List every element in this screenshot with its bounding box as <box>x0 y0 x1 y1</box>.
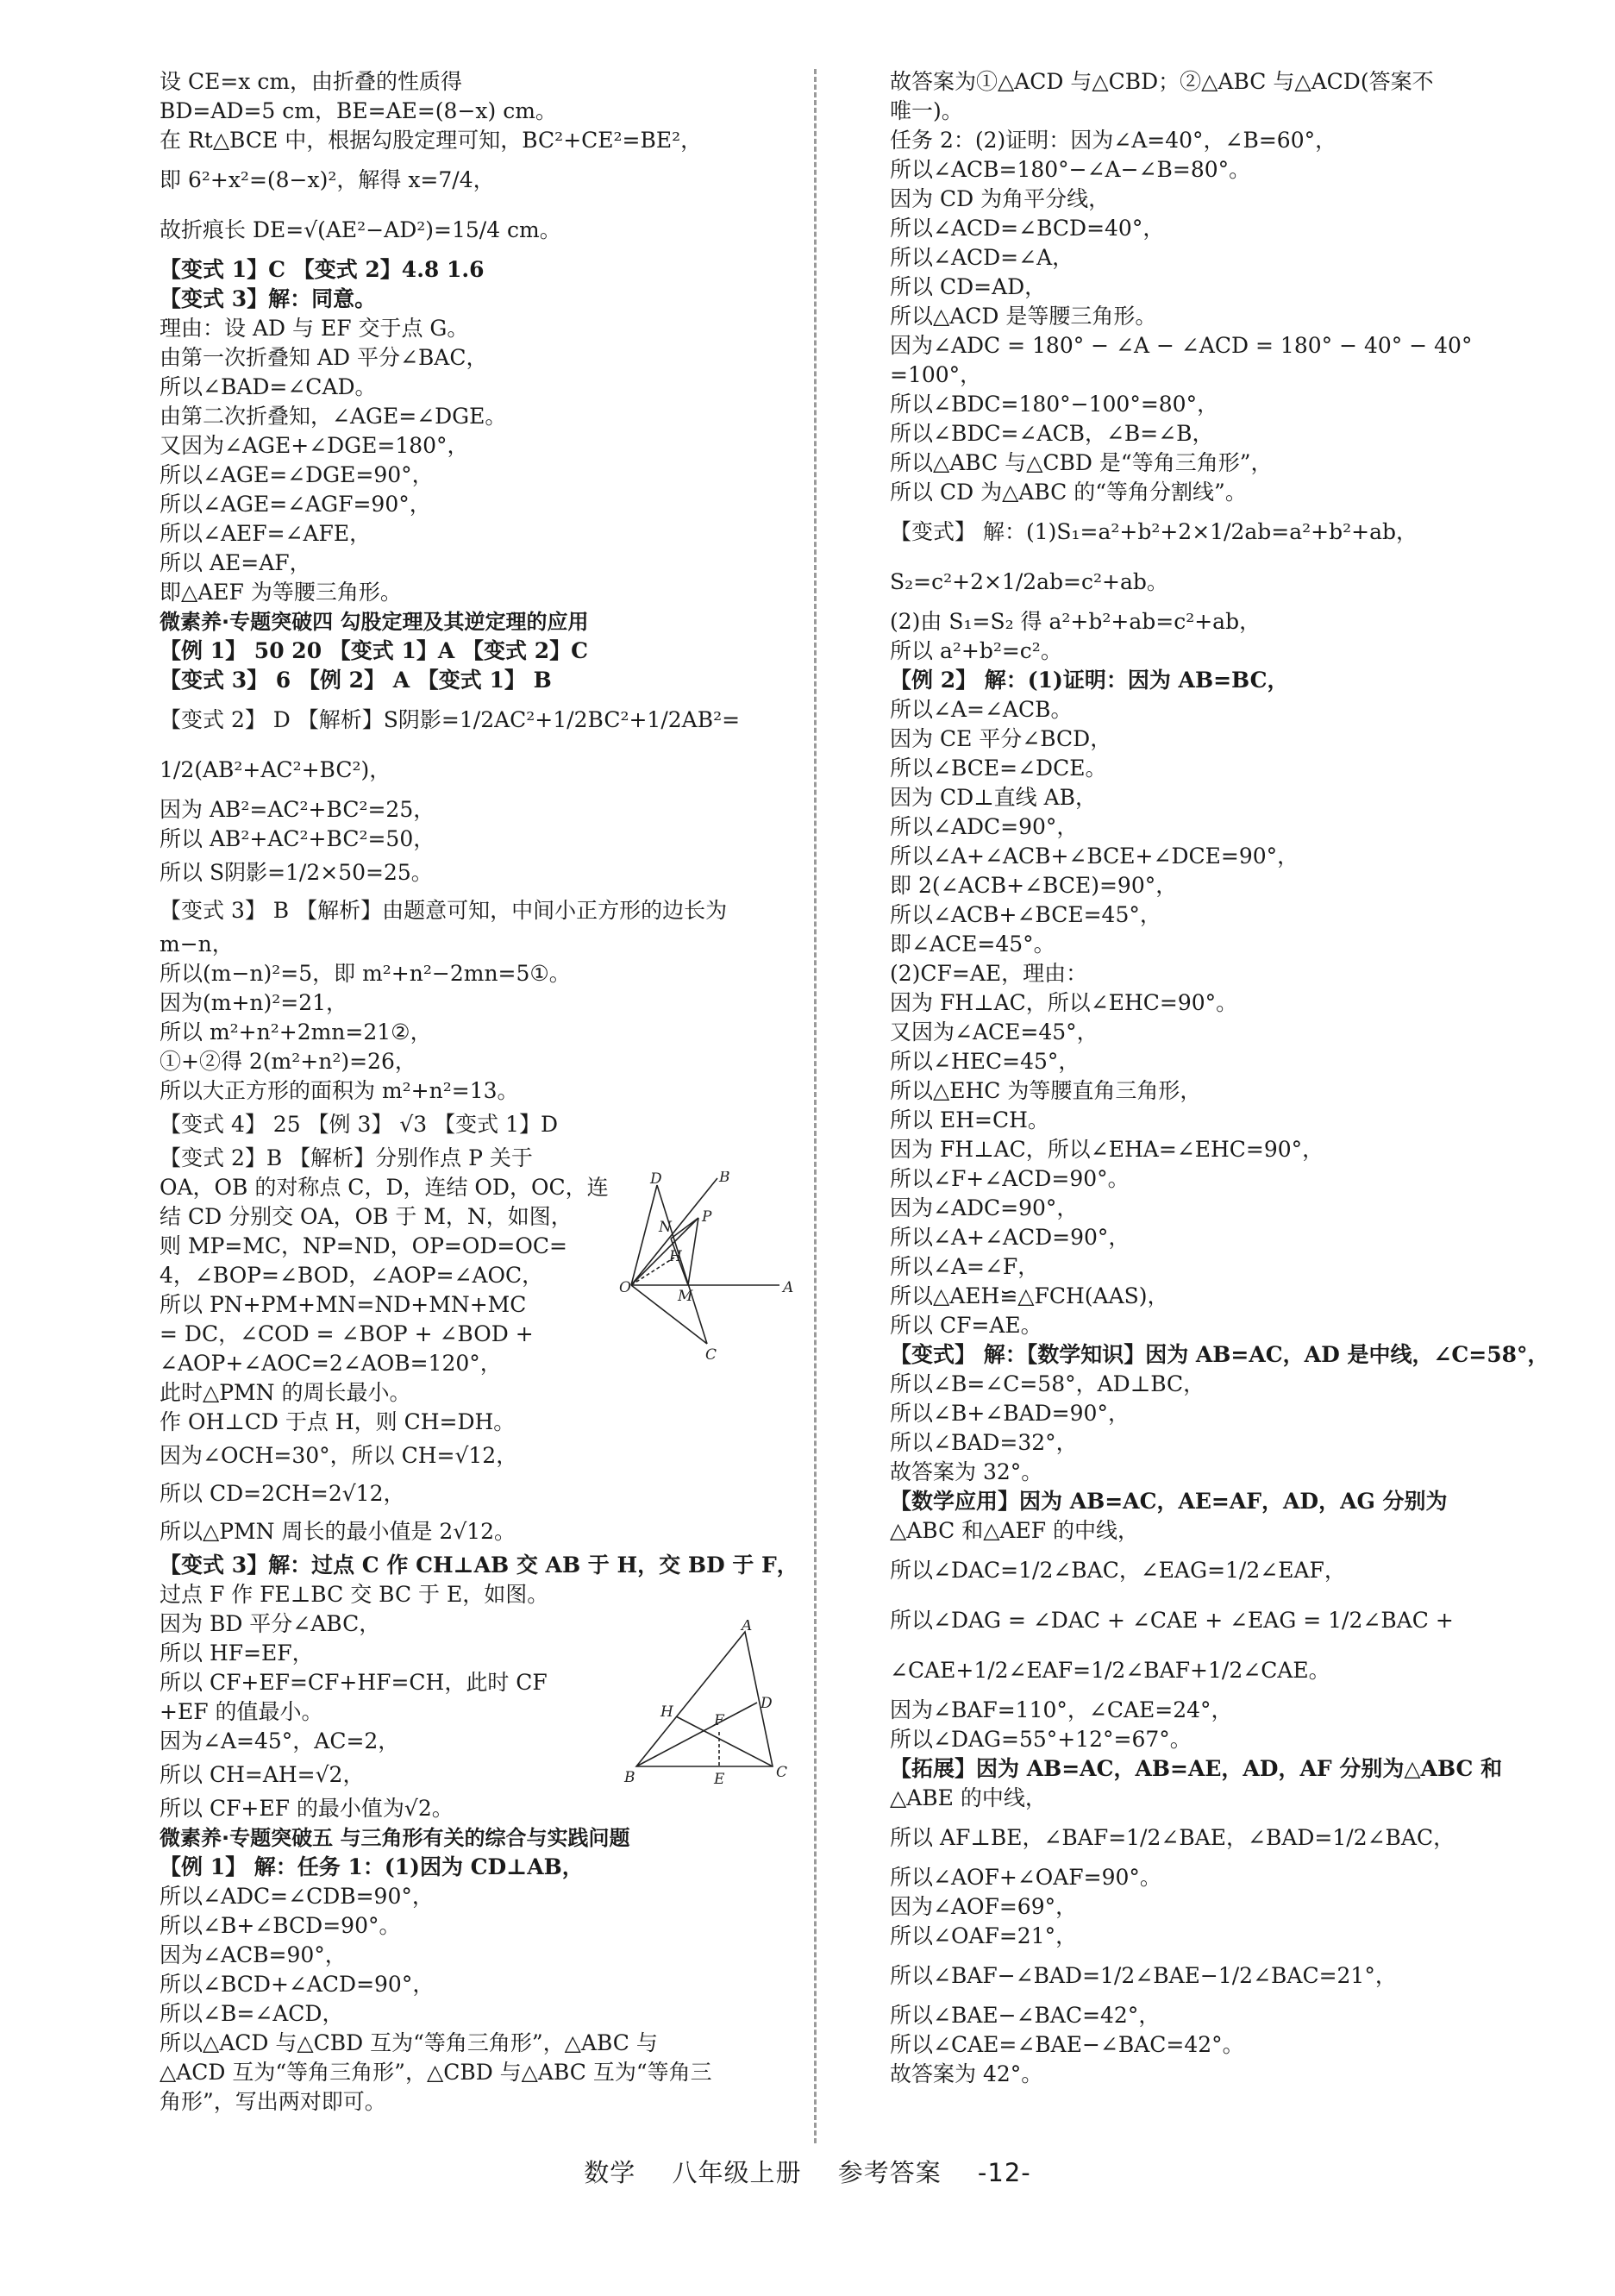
text-line: 所以∠BAD=32°， <box>890 1430 1078 1455</box>
text-line: 又因为∠AGE+∠DGE=180°， <box>160 433 469 458</box>
text-line: 所以 a²+b²=c²。 <box>890 638 1062 663</box>
fig2-label-e: E <box>714 1771 725 1788</box>
text-line: 因为∠BAF=110°，∠CAE=24°， <box>890 1697 1233 1722</box>
text-line: 所以∠ADC=∠CDB=90°， <box>160 1884 434 1909</box>
text-line: 所以 AF⊥BE，∠BAF=1/2∠BAE，∠BAD=1/2∠BAC， <box>890 1825 1455 1850</box>
text-line: 所以∠B+∠BCD=90°。 <box>160 1913 401 1938</box>
text-line: 所以∠AOF+∠OAF=90°。 <box>890 1865 1161 1890</box>
text-line: 【变式 1】C 【变式 2】4.8 1.6 <box>160 257 485 282</box>
fig2-label-h: H <box>660 1703 673 1721</box>
text-line: 所以∠ACD=∠BCD=40°， <box>890 216 1165 241</box>
text-line: S₂=c²+2×1/2ab=c²+ab。 <box>890 569 1168 594</box>
text-line: 【例 1】 解：任务 1：(1)因为 CD⊥AB， <box>160 1854 584 1879</box>
text-line: 所以∠BAF−∠BAD=1/2∠BAE−1/2∠BAC=21°， <box>890 1963 1397 1988</box>
text-line: 所以∠ADC=90°， <box>890 814 1079 839</box>
text-line: 即 6²+x²=(8−x)²，解得 x=7/4， <box>160 167 495 192</box>
text-line: 所以∠BCD+∠ACD=90°， <box>160 1972 435 1997</box>
text-line: 因为∠A=45°，AC=2， <box>160 1728 400 1753</box>
text-line: 所以△AEH≌△FCH(AAS)， <box>890 1283 1169 1308</box>
text-line: 所以∠BDC=∠ACB，∠B=∠B， <box>890 421 1214 446</box>
text-line: 因为∠OCH=30°，所以 CH=√12， <box>160 1443 518 1468</box>
text-line: 所以∠A+∠ACB+∠BCE+∠DCE=90°， <box>890 844 1299 869</box>
text-line: 所以∠BAE−∠BAC=42°， <box>890 2003 1161 2028</box>
text-line: BD=AD=5 cm，BE=AE=(8−x) cm。 <box>160 98 557 123</box>
text-line: 由第一次折叠知 AD 平分∠BAC， <box>160 345 488 370</box>
text-line: 所以 S阴影=1/2×50=25。 <box>160 860 433 885</box>
footer-page-number: -12- <box>977 2158 1031 2187</box>
text-line: 所以 AE=AF， <box>160 550 311 575</box>
footer-section: 参考答案 <box>837 2158 942 2187</box>
text-line: 因为 FH⊥AC，所以∠EHA=∠EHC=90°， <box>890 1137 1324 1162</box>
text-line: 所以 CD 为△ABC 的“等角分割线”。 <box>890 480 1247 505</box>
text-line: 所以∠ACD=∠A， <box>890 245 1074 270</box>
text-line: 所以∠HEC=45°， <box>890 1049 1080 1074</box>
text-line: 1/2(AB²+AC²+BC²)， <box>160 757 391 782</box>
text-line: 所以∠A=∠ACB。 <box>890 697 1073 722</box>
text-line: 因为 CD 为角平分线， <box>890 186 1111 211</box>
text-line: 即△AEF 为等腰三角形。 <box>160 580 402 605</box>
text-line: 所以∠A=∠F， <box>890 1254 1040 1279</box>
text-line: 因为∠ADC=90°， <box>890 1195 1079 1220</box>
text-line: 理由：设 AD 与 EF 交于点 G。 <box>160 316 469 341</box>
fig1-label-p: P <box>702 1208 712 1226</box>
text-line: 【变式】 解：(1)S₁=a²+b²+2×1/2ab=a²+b²+ab， <box>890 519 1418 544</box>
text-line: 4，∠BOP=∠BOD，∠AOP=∠AOC， <box>160 1263 544 1288</box>
fig2-label-a: A <box>742 1620 753 1634</box>
text-line: 过点 F 作 FE⊥BC 交 BC 于 E，如图。 <box>160 1582 549 1607</box>
text-line: 所以 CF+EF=CF+HF=CH，此时 CF <box>160 1670 548 1695</box>
text-line: △ABC 和△AEF 的中线， <box>890 1518 1140 1543</box>
text-line: 在 Rt△BCE 中，根据勾股定理可知，BC²+CE²=BE²， <box>160 128 703 153</box>
text-line: 所以 AB²+AC²+BC²=50， <box>160 826 435 851</box>
text-line: 所以∠A+∠ACD=90°， <box>890 1225 1130 1250</box>
left-column <box>160 67 798 2117</box>
text-line: 所以∠ACB=180°−∠A−∠B=80°。 <box>890 157 1251 182</box>
fig1-label-h: H <box>669 1248 682 1265</box>
text-line: 【拓展】因为 AB=AC，AB=AE，AD，AF 分别为△ABC 和 <box>890 1756 1503 1781</box>
fig2-label-d: D <box>761 1695 773 1712</box>
text-line: 因为 CE 平分∠BCD， <box>890 726 1112 751</box>
text-line: 所以∠B+∠BAD=90°， <box>890 1401 1130 1426</box>
text-line: 所以△PMN 周长的最小值是 2√12。 <box>160 1519 516 1544</box>
text-line: +EF 的值最小。 <box>160 1699 323 1724</box>
text-line: 结 CD 分别交 OA，OB 于 M，N，如图， <box>160 1204 573 1229</box>
fig1-label-c: C <box>705 1346 717 1364</box>
fig1-label-m: M <box>678 1288 693 1305</box>
text-line: 所以 CH=AH=√2， <box>160 1762 365 1787</box>
text-line: 所以∠ACB+∠BCE=45°， <box>890 902 1161 927</box>
text-line: 所以∠AGE=∠AGF=90°， <box>160 492 431 517</box>
text-line: =100°， <box>890 362 982 387</box>
text-line: (2)CF=AE，理由： <box>890 961 1088 986</box>
text-line: 任务 2：(2)证明：因为∠A=40°，∠B=60°， <box>890 128 1337 153</box>
fig1-label-o: O <box>619 1279 631 1296</box>
text-line: 又因为∠ACE=45°， <box>890 1019 1099 1044</box>
text-line: 所以∠BDC=180°−100°=80°， <box>890 392 1219 417</box>
text-line: 所以 CF=AE。 <box>890 1313 1042 1338</box>
text-line: 所以∠DAC=1/2∠BAC，∠EAG=1/2∠EAF， <box>890 1558 1346 1583</box>
text-line: 所以∠F+∠ACD=90°。 <box>890 1166 1130 1191</box>
text-line: 所以∠DAG = ∠DAC + ∠CAE + ∠EAG = 1/2∠BAC + <box>890 1608 1454 1633</box>
text-line: 所以 m²+n²+2mn=21②， <box>160 1019 432 1044</box>
text-line: △ABE 的中线， <box>890 1785 1047 1810</box>
text-line: 所以大正方形的面积为 m²+n²=13。 <box>160 1078 519 1103</box>
text-line: 即 2(∠ACB+∠BCE)=90°， <box>890 873 1178 898</box>
figure-triangle-diagram <box>621 1620 793 1792</box>
text-line: 由第二次折叠知，∠AGE=∠DGE。 <box>160 404 507 429</box>
text-line: (2)由 S₁=S₂ 得 a²+b²+ab=c²+ab， <box>890 609 1261 634</box>
text-line: 所以 CF+EF 的最小值为√2。 <box>160 1796 454 1821</box>
text-line: 所以(m−n)²=5，即 m²+n²−2mn=5①。 <box>160 961 571 986</box>
text-line: 所以△ACD 与△CBD 互为“等角三角形”，△ABC 与 <box>160 2030 658 2055</box>
text-line: 因为∠ADC = 180° − ∠A − ∠ACD = 180° − 40° − 40° <box>890 333 1473 358</box>
text-line: 所以∠BCE=∠DCE。 <box>890 756 1107 781</box>
text-line: 角形”，写出两对即可。 <box>160 2089 386 2114</box>
text-line: 所以 PN+PM+MN=ND+MN+MC <box>160 1292 527 1317</box>
text-line: 所以∠AGE=∠DGE=90°， <box>160 462 434 487</box>
text-line: △ACD 互为“等角三角形”，△CBD 与△ABC 互为“等角三 <box>160 2060 712 2085</box>
text-line: 所以∠BAD=∠CAD。 <box>160 374 377 399</box>
text-line: 所以 CD=2CH=2√12， <box>160 1481 405 1506</box>
text-line: 微素养·专题突破五 与三角形有关的综合与实践问题 <box>160 1826 630 1850</box>
text-line: 所以△EHC 为等腰直角三角形， <box>890 1078 1202 1103</box>
fig1-label-a: A <box>783 1279 794 1296</box>
text-line: 【变式】 解：【数学知识】因为 AB=AC，AD 是中线，∠C=58°， <box>890 1342 1549 1367</box>
text-line: 【例 2】 解：(1)证明：因为 AB=BC， <box>890 668 1289 693</box>
text-line: 【变式 2】 D 【解析】S阴影=1/2AC²+1/2BC²+1/2AB²= <box>160 707 741 732</box>
text-line: 所以∠OAF=21°， <box>890 1923 1078 1948</box>
text-line: 因为 FH⊥AC，所以∠EHC=90°。 <box>890 990 1238 1015</box>
text-line: 此时△PMN 的周长最小。 <box>160 1380 411 1405</box>
text-line: 【例 1】 50 20 【变式 1】A 【变式 2】C <box>160 638 588 663</box>
text-line: ①+②得 2(m²+n²)=26， <box>160 1049 416 1074</box>
text-line: 所以∠B=∠C=58°，AD⊥BC， <box>890 1371 1205 1396</box>
text-line: 所以 HF=EF， <box>160 1640 314 1666</box>
text-line: 所以∠B=∠ACD， <box>160 2001 344 2026</box>
text-line: 因为(m+n)²=21， <box>160 990 348 1015</box>
text-line: 【变式 2】B 【解析】分别作点 P 关于 <box>160 1145 533 1170</box>
fig2-label-f: F <box>714 1712 724 1729</box>
text-line: 即∠ACE=45°。 <box>890 932 1055 957</box>
text-line: 所以 EH=CH。 <box>890 1107 1049 1132</box>
text-line: OA，OB 的对称点 C，D，连结 OD，OC，连 <box>160 1175 609 1200</box>
text-line: 【变式 3】 6 【例 2】 A 【变式 1】 B <box>160 668 552 693</box>
text-line: 所以△ACD 是等腰三角形。 <box>890 304 1157 329</box>
fig1-label-n: N <box>659 1219 672 1236</box>
text-line: ∠AOP+∠AOC=2∠AOB=120°， <box>160 1351 502 1376</box>
text-line: 【变式 3】解：同意。 <box>160 286 377 311</box>
text-line: 故折痕长 DE=√(AE²−AD²)=15/4 cm。 <box>160 217 561 242</box>
fig2-label-b: B <box>624 1769 635 1786</box>
page-footer <box>0 2154 1615 2189</box>
text-line: 【变式 4】 25 【例 3】 √3 【变式 1】D <box>160 1112 559 1137</box>
fig1-label-b: B <box>719 1171 730 1186</box>
footer-subject: 数学 <box>584 2158 636 2187</box>
text-line: 因为 AB²=AC²+BC²=25， <box>160 797 435 822</box>
footer-grade: 八年级上册 <box>672 2158 802 2187</box>
text-line: 故答案为 32°。 <box>890 1459 1043 1484</box>
text-line: 因为∠AOF=69°， <box>890 1894 1078 1919</box>
text-line: 所以△ABC 与△CBD 是“等角三角形”， <box>890 450 1273 475</box>
text-line: m−n， <box>160 932 234 957</box>
text-line: 【数学应用】因为 AB=AC，AE=AF，AD，AG 分别为 <box>890 1489 1448 1514</box>
right-column <box>890 67 1549 2089</box>
figure-reflection-diagram <box>619 1171 800 1365</box>
column-divider <box>814 69 817 2143</box>
fig1-label-d: D <box>650 1171 662 1188</box>
text-line: 则 MP=MC，NP=ND，OP=OD=OC= <box>160 1233 567 1258</box>
text-line: 【变式 3】解：过点 C 作 CH⊥AB 交 AB 于 H，交 BD 于 F， <box>160 1553 798 1578</box>
text-line: 所以∠DAG=55°+12°=67°。 <box>890 1727 1192 1752</box>
text-line: 因为 CD⊥直线 AB， <box>890 785 1098 810</box>
text-line: 微素养·专题突破四 勾股定理及其逆定理的应用 <box>160 610 589 634</box>
text-line: 故答案为 42°。 <box>890 2061 1043 2086</box>
fig2-label-c: C <box>776 1764 788 1781</box>
text-line: 所以∠AEF=∠AFE， <box>160 521 372 546</box>
text-line: 故答案为①△ACD 与△CBD；②△ABC 与△ACD(答案不 <box>890 69 1434 94</box>
text-line: 因为∠ACB=90°， <box>160 1942 347 1967</box>
text-line: 唯一)。 <box>890 98 963 123</box>
text-line: 设 CE=x cm，由折叠的性质得 <box>160 69 463 94</box>
text-line: 作 OH⊥CD 于点 H，则 CH=DH。 <box>160 1409 516 1434</box>
text-line: 所以∠CAE=∠BAE−∠BAC=42°。 <box>890 2032 1244 2057</box>
text-line: 【变式 3】 B 【解析】由题意可知，中间小正方形的边长为 <box>160 898 728 923</box>
text-line: ∠CAE+1/2∠EAF=1/2∠BAF+1/2∠CAE。 <box>890 1658 1330 1683</box>
text-line: 所以 CD=AD， <box>890 274 1047 299</box>
text-line: = DC，∠COD = ∠BOP + ∠BOD + <box>160 1321 534 1346</box>
text-line: 因为 BD 平分∠ABC， <box>160 1611 381 1636</box>
